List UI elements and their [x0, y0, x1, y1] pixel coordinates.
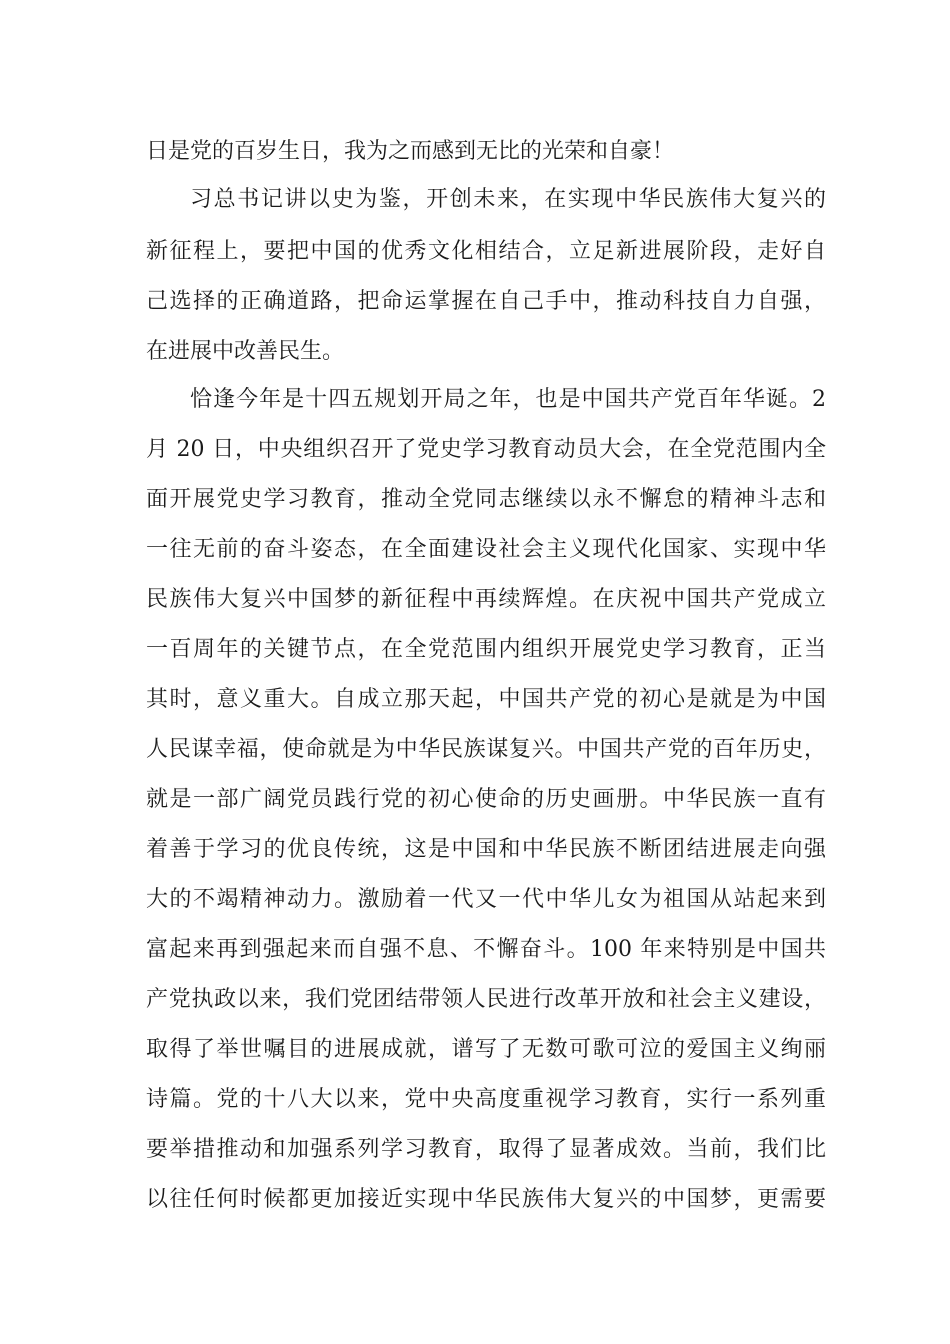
text-line: 大的不竭精神动力。激励着一代又一代中华儿女为祖国从站起来到	[146, 887, 826, 912]
text-line: 一百周年的关键节点，在全党范围内组织开展党史学习教育，正当	[146, 637, 826, 662]
text-line: 日是党的百岁生日，我为之而感到无比的光荣和自豪！	[146, 139, 675, 164]
text-line: 己选择的正确道路，把命运掌握在自己手中，推动科技自力自强，	[146, 289, 826, 314]
text-line: 面开展党史学习教育，推动全党同志继续以永不懈怠的精神斗志和	[146, 487, 826, 512]
paragraph-start-line: 恰逢今年是十四五规划开局之年，也是中国共产党百年华诞。2	[190, 387, 826, 412]
text-line: 民族伟大复兴中国梦的新征程中再续辉煌。在庆祝中国共产党成立	[146, 587, 826, 612]
text-line: 要举措推动和加强系列学习教育，取得了显著成效。当前，我们比	[146, 1137, 826, 1162]
text-line: 产党执政以来，我们党团结带领人民进行改革开放和社会主义建设，	[146, 987, 826, 1012]
text-line: 以往任何时候都更加接近实现中华民族伟大复兴的中国梦，更需要	[146, 1187, 826, 1212]
text-line: 取得了举世嘱目的进展成就，谱写了无数可歌可泣的爱国主义绚丽	[146, 1037, 826, 1062]
text-line: 就是一部广阔党员践行党的初心使命的历史画册。中华民族一直有	[146, 787, 826, 812]
text-line: 诗篇。党的十八大以来，党中央高度重视学习教育，实行一系列重	[146, 1087, 826, 1112]
text-line: 其时，意义重大。自成立那天起，中国共产党的初心是就是为中国	[146, 687, 826, 712]
text-line: 在进展中改善民生。	[146, 339, 345, 364]
text-line: 一往无前的奋斗姿态，在全面建设社会主义现代化国家、实现中华	[146, 537, 826, 562]
paragraph-start-line: 习总书记讲以史为鉴，开创未来，在实现中华民族伟大复兴的	[190, 187, 826, 212]
text-line: 着善于学习的优良传统，这是中国和中华民族不断团结进展走向强	[146, 837, 826, 862]
text-line: 人民谋幸福，使命就是为中华民族谋复兴。中国共产党的百年历史，	[146, 737, 826, 762]
text-line: 月 20 日，中央组织召开了党史学习教育动员大会，在全党范围内全	[146, 437, 826, 462]
text-line: 新征程上，要把中国的优秀文化相结合，立足新进展阶段，走好自	[146, 239, 826, 264]
text-line: 富起来再到强起来而自强不息、不懈奋斗。100 年来特别是中国共	[146, 937, 826, 962]
